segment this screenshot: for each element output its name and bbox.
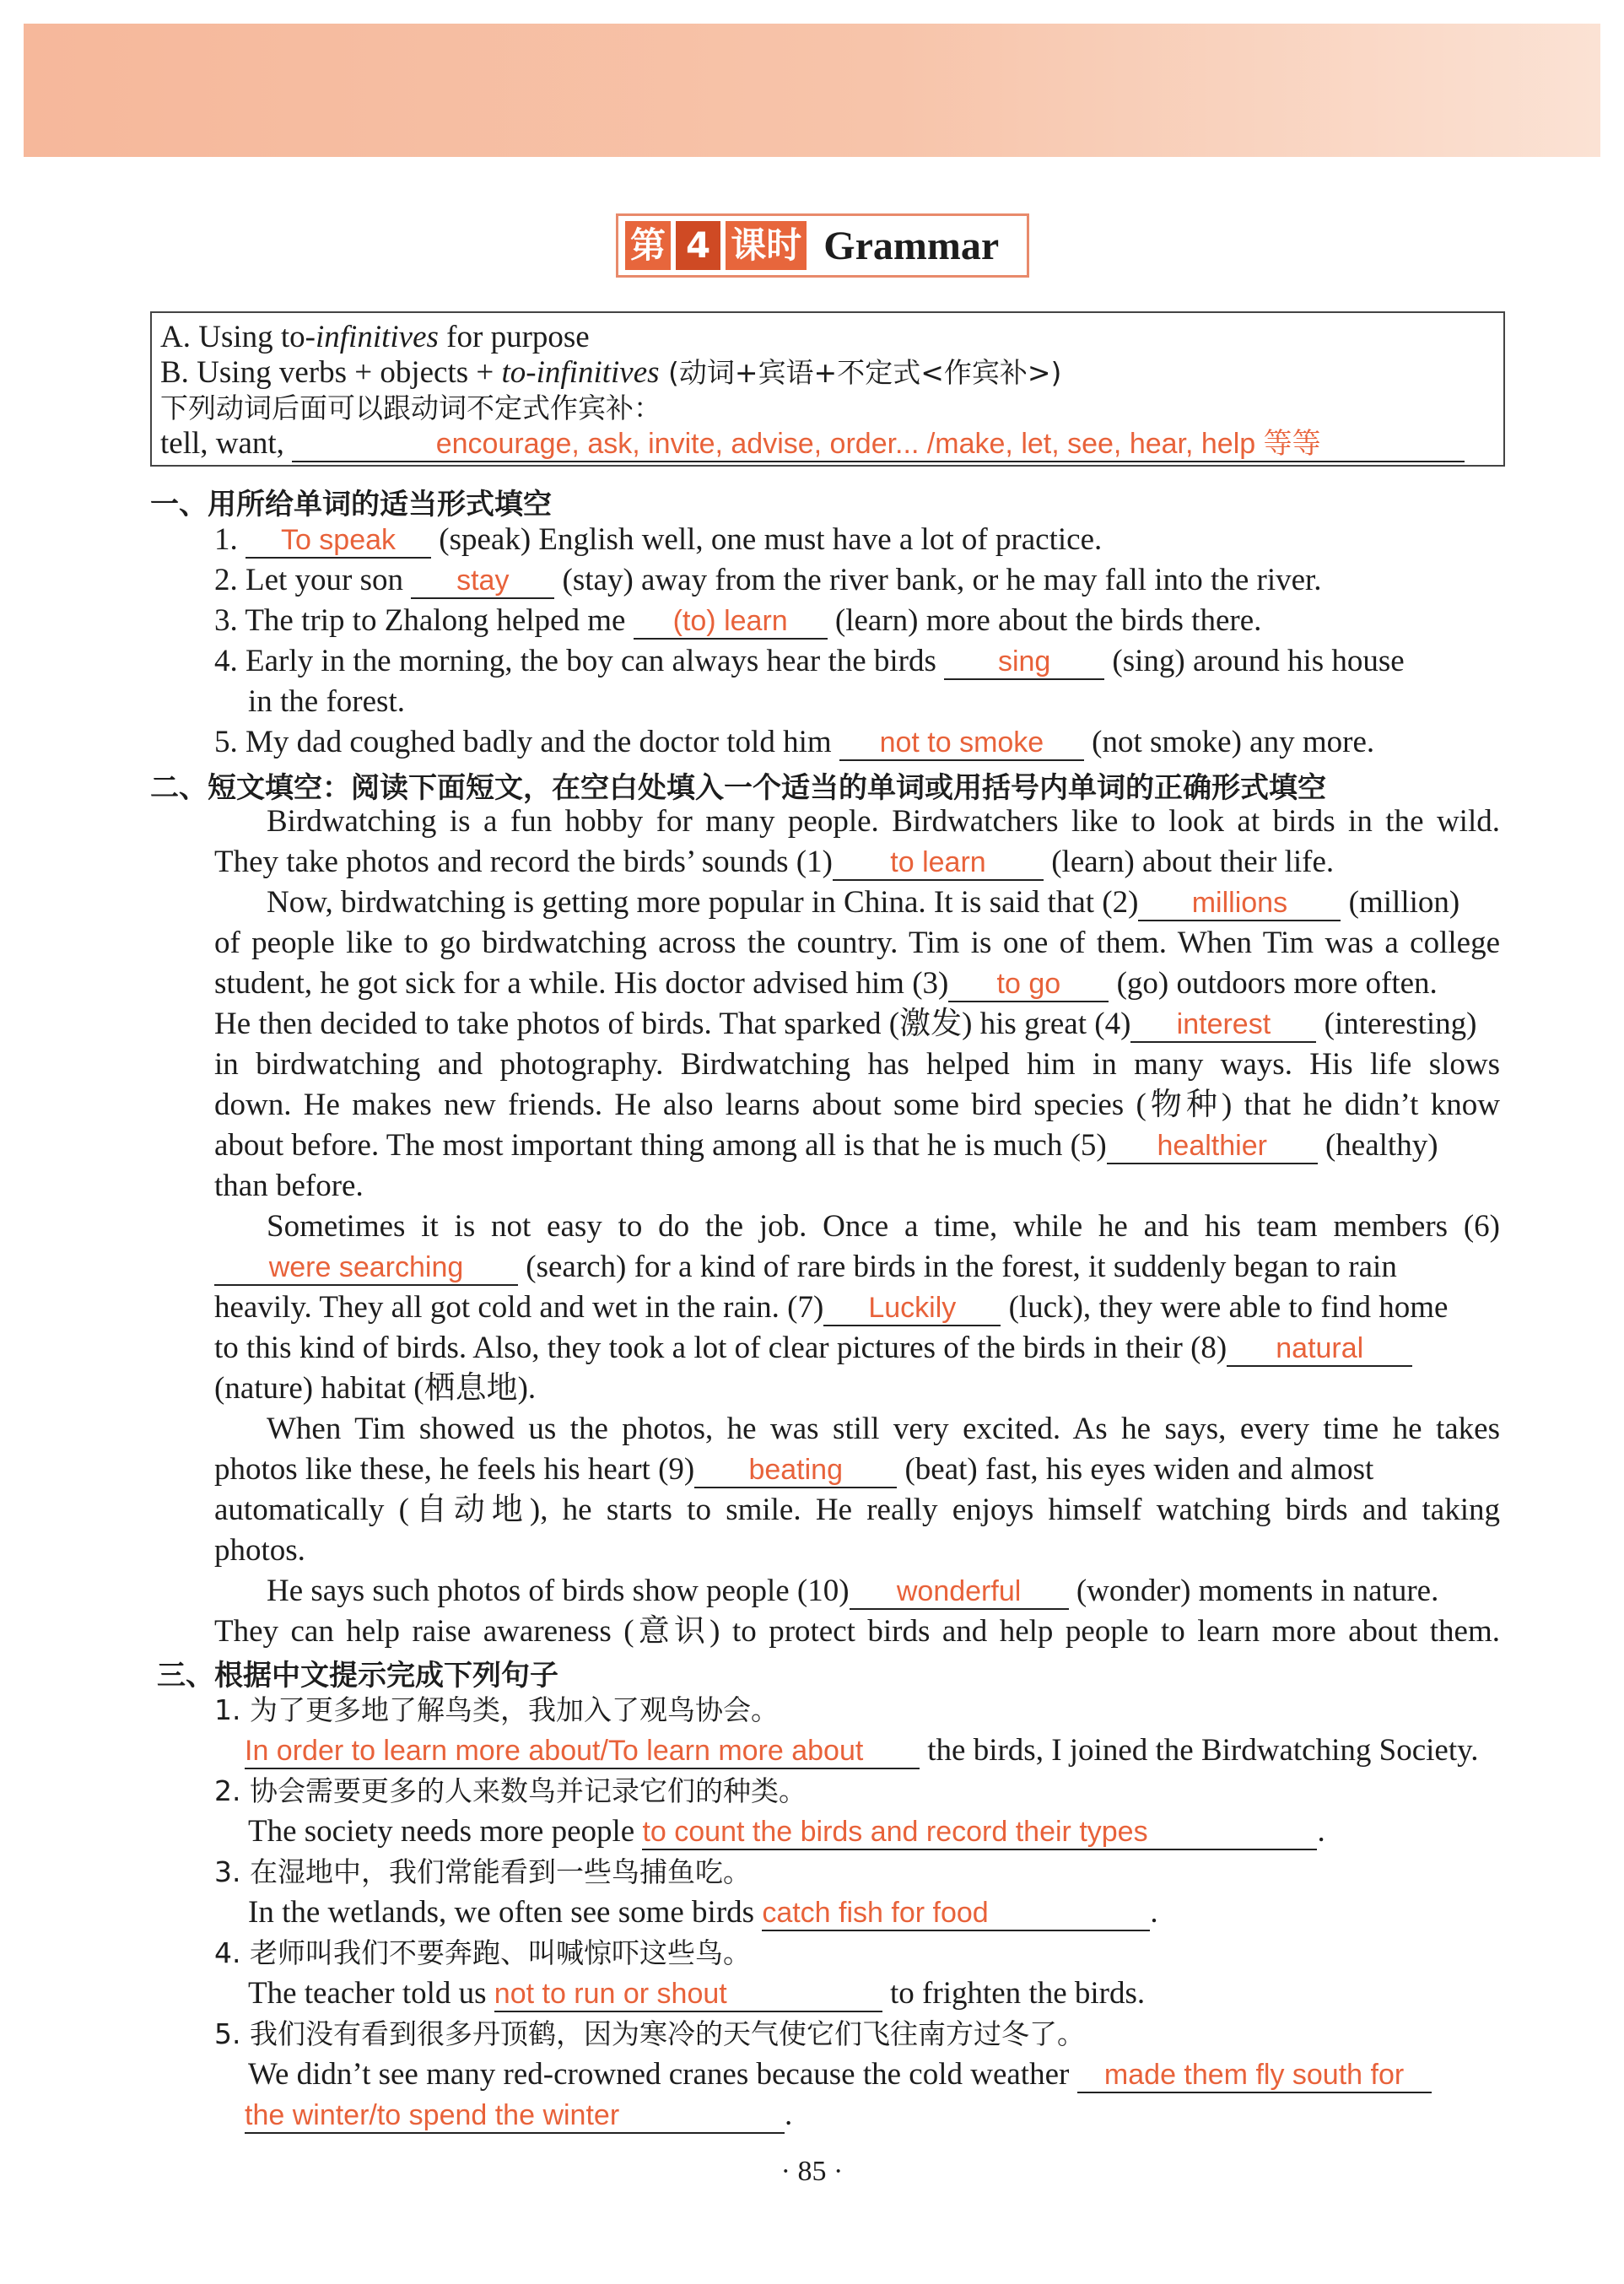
s2-line-3 — [267, 883, 1459, 922]
grammar-notes-box — [150, 311, 1505, 467]
s2-l5-post: (go) outdoors more often. — [1116, 966, 1438, 1001]
s3-q3 — [248, 1893, 1158, 1932]
s3-q5 — [248, 2055, 1432, 2094]
s3-q4-answer[interactable]: not to run or shout — [494, 1977, 882, 2012]
s2-answer-5[interactable]: healthier — [1107, 1129, 1318, 1164]
section1-heading: 一、用所给单词的适当形式填空 — [150, 488, 552, 521]
s3-q5-answer-a[interactable]: made them fly south for — [1077, 2058, 1432, 2093]
s3-q3-zh: 3. 在湿地中，我们常能看到一些鸟捕鱼吃。 — [214, 1855, 751, 1888]
s2-line-18: automatically (自动地), he starts to smile. He really enjoys himself watching birds and taking — [214, 1493, 1500, 1527]
s2-answer-7[interactable]: Luckily — [823, 1291, 1001, 1326]
s2-line-10: than before. — [214, 1169, 364, 1203]
note-line-d — [160, 426, 1495, 462]
s3-q1-answer[interactable]: In order to learn more about/To learn more about — [245, 1734, 920, 1769]
s2-line-19: photos. — [214, 1533, 305, 1568]
s1-q4 — [214, 642, 1405, 681]
note-b-pre: B. Using verbs + objects + — [160, 355, 502, 390]
s2-l6-pre: He then decided to take photos of birds. That sparked (激发) his great (4) — [214, 1007, 1131, 1041]
s1-q2-answer[interactable]: stay — [411, 564, 554, 599]
lesson-prefix: 第 — [625, 221, 671, 270]
s1-q3 — [214, 602, 1261, 640]
s2-l17-post: (beat) fast, his eyes widen and almost — [904, 1452, 1374, 1487]
note-d-pre: tell, want, — [160, 426, 293, 461]
lesson-unit: 课时 — [726, 221, 807, 270]
s2-l17-pre: photos like these, he feels his heart (9) — [214, 1452, 695, 1487]
s3-q1-zh: 1. 为了更多地了解鸟类，我加入了观鸟协会。 — [214, 1693, 779, 1726]
s1-q5-pre: 5. My dad coughed badly and the doctor told him — [214, 725, 832, 759]
s2-line-16: When Tim showed us the photos, he was still very excited. As he says, every time he takes — [267, 1412, 1500, 1446]
s1-q4-post: (sing) around his house — [1112, 644, 1405, 678]
s1-q1 — [214, 521, 1102, 559]
note-a-pre: A. Using to- — [160, 320, 316, 354]
s2-l9-pre: about before. The most important thing among all is that he is much (5) — [214, 1128, 1107, 1163]
s1-q2-pre: 2. Let your son — [214, 563, 404, 597]
note-b-em: to-infinitives — [501, 355, 660, 390]
s1-q3-post: (learn) more about the birds there. — [834, 603, 1262, 638]
s2-line-21: They can help raise awareness (意识) to protect birds and help people to learn more about them. — [214, 1614, 1500, 1649]
s3-q4-zh: 4. 老师叫我们不要奔跑、叫喊惊吓这些鸟。 — [214, 1936, 751, 1969]
s2-answer-3[interactable]: to go — [948, 967, 1109, 1002]
s1-q2 — [214, 561, 1322, 600]
s2-l3-pre: Now, birdwatching is getting more popular in China. It is said that (2) — [267, 885, 1139, 920]
s2-line-8: down. He makes new friends. He also learns about some bird species (物种) that he didn’t know — [214, 1088, 1500, 1122]
s2-l20-pre: He says such photos of birds show people (10) — [267, 1574, 850, 1608]
note-a-em: infinitives — [315, 320, 439, 354]
s3-q3-answer[interactable]: catch fish for food — [762, 1896, 1150, 1931]
note-b-post: (动词+宾语+不定式<作宾补>) — [659, 356, 1062, 389]
s2-line-1: Birdwatching is a fun hobby for many people. Birdwatchers like to look at birds in the wild. — [267, 804, 1500, 839]
section3-heading: 三、根据中文提示完成下列句子 — [157, 1659, 558, 1693]
s2-answer-9[interactable]: beating — [694, 1453, 897, 1488]
s1-q5 — [214, 723, 1374, 762]
s2-line-13 — [214, 1288, 1448, 1327]
lesson-title — [616, 213, 1029, 278]
s2-answer-6[interactable]: were searching — [214, 1250, 518, 1286]
s3-q4 — [248, 1974, 1145, 2013]
s3-q2-answer[interactable]: to count the birds and record their types — [642, 1815, 1317, 1850]
s3-q4-pre: The teacher told us — [248, 1976, 487, 2011]
s2-l9-post: (healthy) — [1325, 1128, 1438, 1163]
s2-answer-2[interactable]: millions — [1138, 886, 1341, 921]
s3-q5-pre: We didn’t see many red-crowned cranes because the cold weather — [248, 2057, 1070, 2092]
s2-answer-1[interactable]: to learn — [833, 845, 1044, 881]
s3-q2-zh: 2. 协会需要更多的人来数鸟并记录它们的种类。 — [214, 1774, 807, 1807]
s1-q4-answer[interactable]: sing — [944, 645, 1104, 680]
note-d-answer[interactable]: encourage, ask, invite, advise, order... /make, let, see, hear, help 等等 — [292, 427, 1465, 462]
s2-line-12 — [214, 1248, 1397, 1287]
s2-line-7: in birdwatching and photography. Birdwatching has helped him in many ways. His life slows — [214, 1047, 1500, 1082]
s2-l3-post: (million) — [1348, 885, 1460, 920]
s2-line-15: (nature) habitat (栖息地). — [214, 1371, 537, 1406]
s3-q2-pre: The society needs more people — [248, 1814, 635, 1849]
s2-l6-post: (interesting) — [1324, 1007, 1477, 1041]
s3-q2-post: . — [1317, 1814, 1325, 1849]
s2-answer-8[interactable]: natural — [1227, 1331, 1412, 1367]
s1-q5-post: (not smoke) any more. — [1092, 725, 1375, 759]
note-line-c: 下列动词后面可以跟动词不定式作宾补： — [160, 391, 661, 424]
s1-q4-cont: in the forest. — [248, 684, 405, 719]
s2-answer-10[interactable]: wonderful — [850, 1574, 1069, 1610]
s3-q5-cont — [245, 2096, 792, 2135]
s3-q4-post: to frighten the birds. — [890, 1976, 1146, 2011]
header-band — [24, 24, 1600, 157]
page-number: · 85 · — [780, 2156, 844, 2187]
s1-q2-post: (stay) away from the river bank, or he may fall into the river. — [562, 563, 1322, 597]
s1-q1-num: 1. — [214, 522, 238, 557]
s1-q1-answer[interactable]: To speak — [245, 523, 431, 559]
s2-line-2 — [214, 843, 1334, 882]
s2-line-5 — [214, 964, 1438, 1003]
s1-q5-answer[interactable]: not to smoke — [839, 726, 1084, 761]
s2-l13-post: (luck), they were able to find home — [1008, 1290, 1449, 1325]
s2-line-4: of people like to go birdwatching across the country. Tim is one of them. When Tim was a college — [214, 926, 1500, 960]
note-line-a — [160, 320, 1495, 355]
s1-q3-pre: 3. The trip to Zhalong helped me — [214, 603, 626, 638]
section2-heading: 二、短文填空：阅读下面短文，在空白处填入一个适当的单词或用括号内单词的正确形式填空 — [150, 771, 1326, 805]
s3-q3-pre: In the wetlands, we often see some birds — [248, 1895, 755, 1930]
s2-line-6 — [214, 1005, 1476, 1044]
s3-q5-answer-b[interactable]: the winter/to spend the winter — [245, 2098, 785, 2134]
s2-l13-pre: heavily. They all got cold and wet in the rain. (7) — [214, 1290, 824, 1325]
s2-line-20 — [267, 1572, 1438, 1611]
s3-q5-zh: 5. 我们没有看到很多丹顶鹤，因为寒冷的天气使它们飞往南方过冬了。 — [214, 2017, 1085, 2050]
s3-q5-post: . — [785, 2098, 793, 2132]
lesson-number: 4 — [676, 221, 720, 270]
note-line-b — [160, 355, 1495, 391]
s1-q4-pre: 4. Early in the morning, the boy can always hear the birds — [214, 644, 936, 678]
s2-line-11: Sometimes it is not easy to do the job. Once a time, while he and his team members (6) — [267, 1209, 1500, 1244]
s2-l2-post: (learn) about their life. — [1051, 845, 1335, 879]
s2-l5-pre: student, he got sick for a while. His doctor advised him (3) — [214, 966, 949, 1001]
s2-l2-pre: They take photos and record the birds’ sounds (1) — [214, 845, 833, 879]
note-a-post: for purpose — [438, 320, 590, 354]
s3-q3-post: . — [1150, 1895, 1158, 1930]
s2-l20-post: (wonder) moments in nature. — [1076, 1574, 1439, 1608]
s2-l14-pre: to this kind of birds. Also, they took a lot of clear pictures of the birds in their (8) — [214, 1331, 1227, 1365]
s2-line-17 — [214, 1450, 1373, 1489]
s2-line-14 — [214, 1329, 1412, 1368]
s3-q1 — [245, 1731, 1478, 1770]
s2-line-9 — [214, 1126, 1438, 1165]
s1-q3-answer[interactable]: (to) learn — [634, 604, 828, 640]
s1-q1-post: (speak) English well, one must have a lot of practice. — [439, 522, 1103, 557]
lesson-topic: Grammar — [823, 223, 1000, 268]
s2-answer-4[interactable]: interest — [1130, 1007, 1316, 1043]
s3-q2 — [248, 1812, 1325, 1851]
s3-q1-post: the birds, I joined the Birdwatching Society. — [927, 1733, 1479, 1768]
s2-l12-post: (search) for a kind of rare birds in the forest, it suddenly began to rain — [526, 1250, 1397, 1284]
